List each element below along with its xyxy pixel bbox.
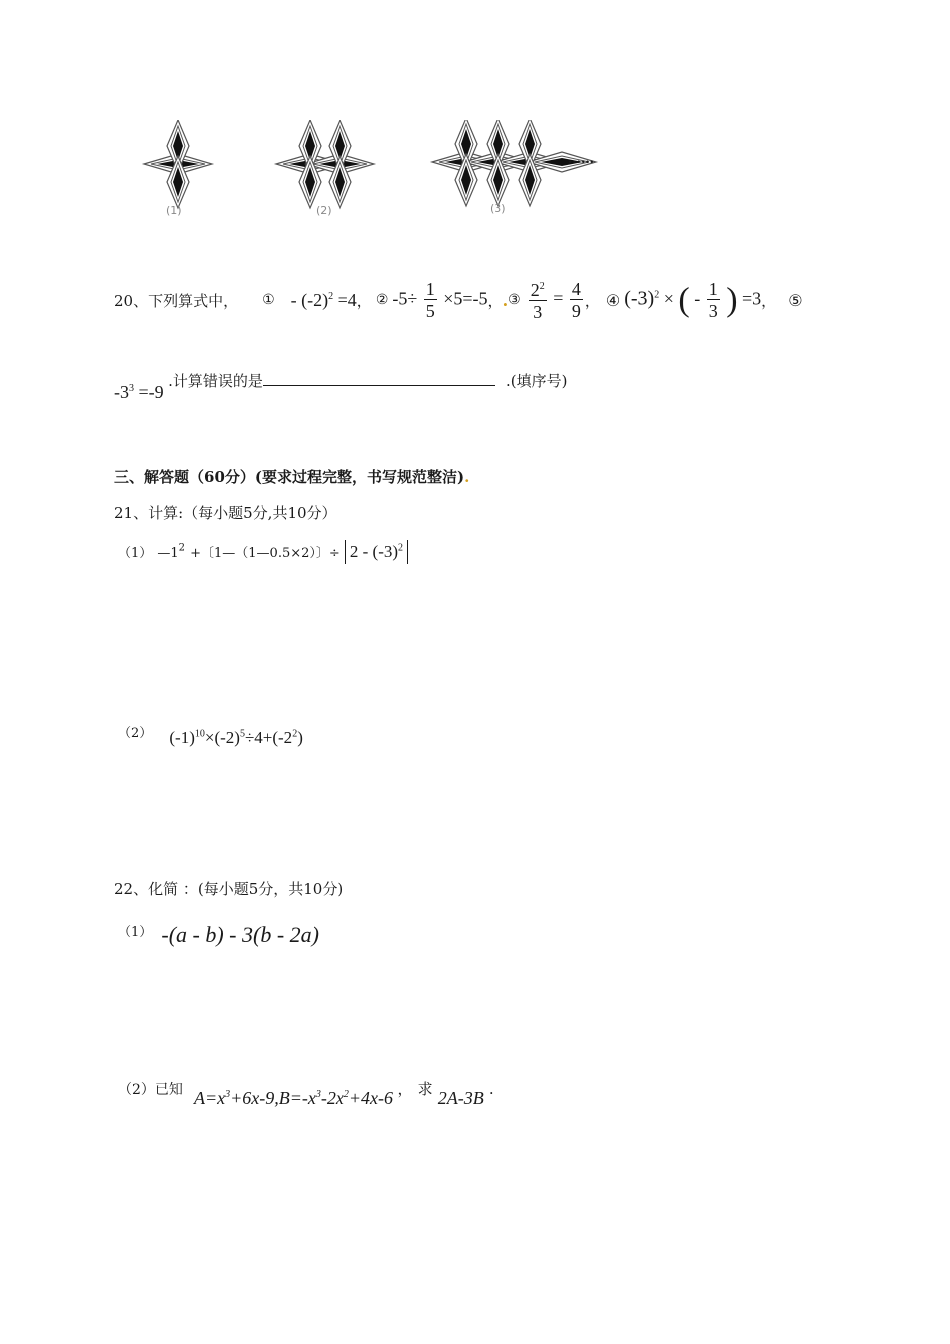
q22-p2-label: （2）已知 bbox=[118, 1082, 183, 1098]
q22-part2 bbox=[118, 1078, 494, 1108]
q20-e2-pre: -5÷ bbox=[392, 288, 418, 309]
q21-p2-label: （2） bbox=[118, 726, 153, 741]
q20-e1-paren: (-2) bbox=[301, 289, 329, 310]
q22-p2-sep: ， bbox=[397, 1080, 413, 1098]
q21-p2-a: (-1) bbox=[169, 728, 195, 747]
q22-header: 22、化简 ：(每小题5分，共10分) bbox=[114, 880, 344, 898]
q20-e5-sup: 3 bbox=[129, 383, 134, 394]
q20-expr-4 bbox=[624, 279, 761, 322]
q20-sep-4: ， bbox=[761, 291, 777, 310]
q20-intro: 20、下列算式中， bbox=[114, 291, 239, 310]
q21-header: 21、计算:（每小题5分,共10分） bbox=[114, 504, 337, 522]
q20-e4-times: × bbox=[663, 288, 674, 309]
q20-marker-3: ③ bbox=[508, 292, 521, 308]
q20-e3-num: 2 bbox=[530, 280, 540, 300]
figure-ellipsis: …… bbox=[568, 152, 594, 167]
q21-p2-c: ÷4+(-2 bbox=[244, 728, 293, 747]
q20-e3-num-sup: 2 bbox=[539, 281, 545, 292]
section-3-dot: . bbox=[464, 468, 470, 486]
q20-e3-den: 3 bbox=[533, 302, 543, 322]
q20-dot: . bbox=[502, 290, 509, 310]
q20-e4-paren: (-3) bbox=[624, 287, 655, 310]
q20-e5: -3 bbox=[114, 382, 129, 402]
q22-p2-expr bbox=[194, 1088, 398, 1108]
q22-p1-label: （1） bbox=[118, 925, 153, 940]
q21-p2-b-sup: 5 bbox=[239, 728, 245, 740]
q22-p2-end: . bbox=[488, 1080, 494, 1098]
q21-p1-abs-sup: 2 bbox=[398, 542, 404, 554]
q20-marker-5: ⑤ bbox=[788, 290, 803, 310]
pattern-figure-1 bbox=[144, 120, 212, 208]
q20-suffix: .(填序号) bbox=[506, 372, 568, 390]
figure-label-1: (1) bbox=[166, 204, 182, 217]
q21-part2 bbox=[118, 722, 303, 747]
q20-e2-den: 5 bbox=[425, 300, 435, 321]
q21-p1-label: （1） bbox=[118, 546, 153, 561]
q20-expr-2 bbox=[392, 279, 487, 322]
q21-p2-expr bbox=[169, 728, 302, 747]
q20-e1-sup: 2 bbox=[328, 290, 334, 302]
q21-p2-a-sup: 10 bbox=[194, 728, 205, 740]
q20-marker-2: ② bbox=[375, 292, 389, 308]
q20-e5-rest: =-9 bbox=[138, 382, 164, 402]
diamond-pattern-figures bbox=[130, 120, 630, 230]
section-3-title-text: 三、解答题（60分）(要求过程完整，书写规范整洁) bbox=[114, 468, 465, 486]
section-3-title bbox=[114, 466, 469, 487]
q22-p2-a-rest: +6x-9,B=-x bbox=[230, 1088, 316, 1108]
q20-expr-3 bbox=[527, 277, 585, 323]
q20-expr-1 bbox=[291, 290, 357, 311]
q22-p1-expr: -(a - b) - 3(b - 2a) bbox=[161, 922, 319, 947]
q22-p2-a: A=x bbox=[194, 1088, 226, 1108]
q21-p2-d: ) bbox=[297, 728, 303, 747]
q21-part1 bbox=[118, 540, 408, 564]
q20-e2-rest: ×5=-5 bbox=[443, 288, 488, 309]
q20-e3-eq: = bbox=[553, 288, 564, 309]
q20-e2-num: 1 bbox=[425, 278, 435, 299]
figure-label-3: (3) bbox=[490, 202, 506, 215]
q22-p2-b-sup2: 2 bbox=[343, 1089, 349, 1100]
q20-e2-fraction bbox=[424, 279, 437, 322]
q20-e3-rden: 9 bbox=[571, 300, 581, 321]
pattern-figure-2 bbox=[276, 120, 374, 208]
q22-p2-ask: 求 bbox=[417, 1080, 433, 1098]
figure-label-2: (2) bbox=[316, 204, 332, 217]
q22-p2-b-rest: +4x-6 bbox=[348, 1088, 394, 1108]
q22-p2-b-sup: 3 bbox=[315, 1089, 321, 1100]
q20-answer-blank[interactable] bbox=[263, 371, 495, 386]
q20-e4-sup: 2 bbox=[654, 289, 660, 301]
q20-e4-rest: =3 bbox=[742, 288, 762, 309]
q21-p1-rest: +〔1—（1—0.5×2）〕÷ bbox=[190, 546, 340, 561]
q20-prompt: .计算错误的是 bbox=[168, 372, 263, 390]
q20-marker-4: ④ bbox=[605, 290, 621, 310]
q22-p2-target: 2A-3B bbox=[437, 1088, 484, 1108]
q20-e1-rest: =4 bbox=[337, 289, 357, 310]
q20-e3-rnum: 4 bbox=[571, 278, 581, 299]
q21-p1-sup: 2 bbox=[178, 542, 186, 554]
q20-e4-rparen: ) bbox=[726, 281, 738, 318]
q21-p2-c-sup: 2 bbox=[292, 728, 298, 740]
q20-sep-3: ， bbox=[584, 291, 600, 310]
question-20-line1 bbox=[114, 270, 803, 330]
q20-sep-2: ， bbox=[487, 291, 503, 310]
q22-part1 bbox=[118, 916, 319, 947]
q22-p2-a-sup: 3 bbox=[225, 1089, 231, 1100]
q20-e4-num: 1 bbox=[708, 278, 718, 299]
q22-p2-b-mid: -2x bbox=[320, 1088, 344, 1108]
q20-e4-den: 3 bbox=[708, 300, 718, 321]
q20-marker-1: ① bbox=[262, 292, 275, 308]
q20-sep-1: ， bbox=[356, 291, 372, 310]
q21-p1-abs-text: 2 - (-3) bbox=[349, 542, 399, 561]
q20-e3-fraction-right bbox=[570, 279, 583, 322]
q21-p2-b: ×(-2) bbox=[204, 728, 240, 747]
q20-expr-5 bbox=[114, 382, 168, 402]
q20-e3-fraction-left bbox=[529, 277, 547, 323]
q20-e4-fraction bbox=[707, 279, 720, 322]
q20-e4-minus: - bbox=[694, 288, 701, 309]
q20-e1-pre: - bbox=[290, 289, 297, 310]
q20-e4-lparen: ( bbox=[678, 281, 690, 318]
question-20-line2 bbox=[114, 370, 568, 402]
q21-p1-text: —1 bbox=[157, 546, 179, 561]
q21-p1-abs bbox=[345, 540, 408, 564]
